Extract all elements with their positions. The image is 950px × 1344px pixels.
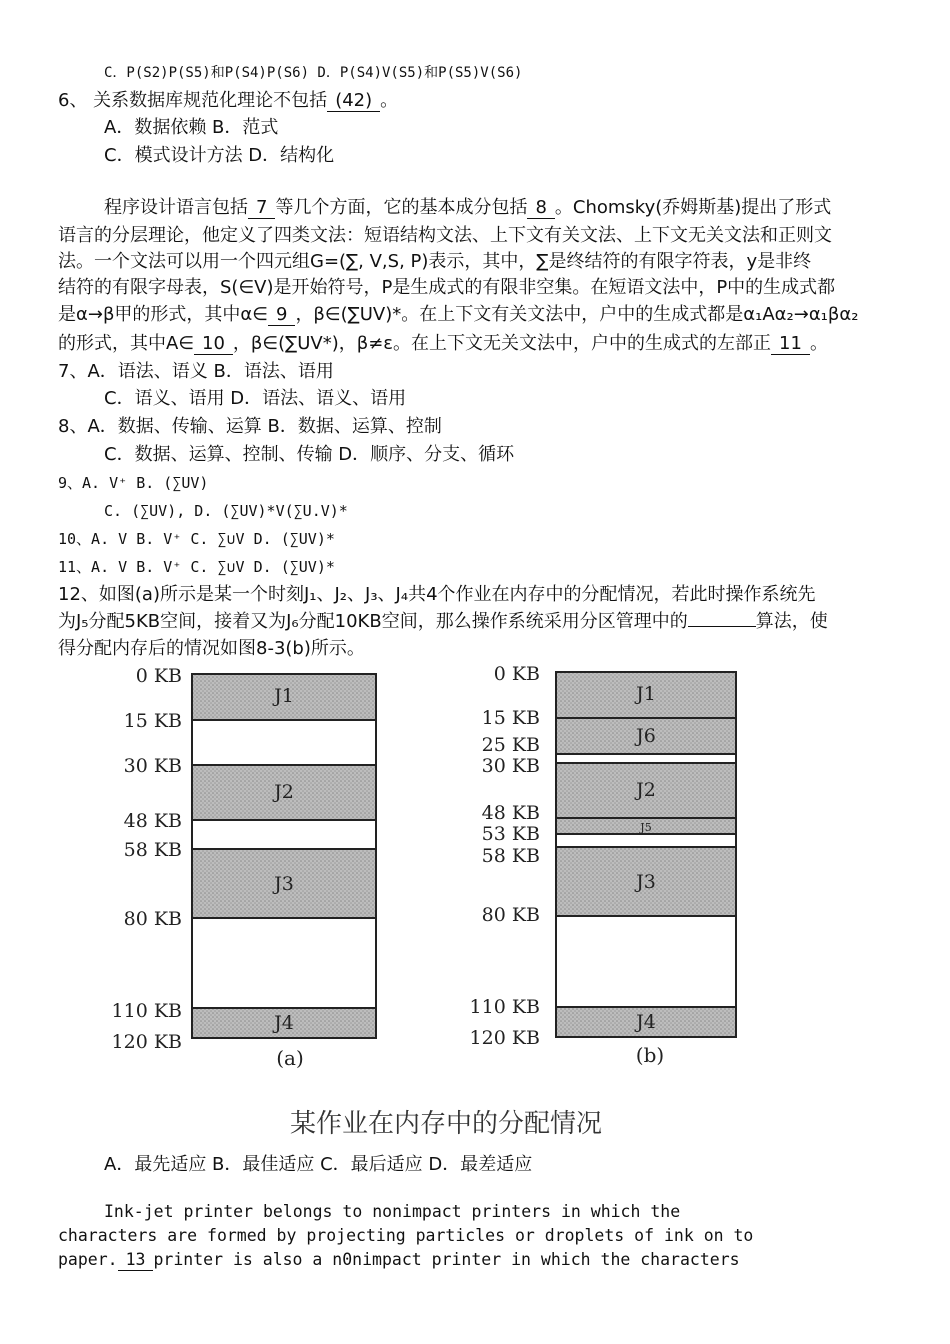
q12-line-2 — [58, 609, 828, 635]
job-b-j1: J1 — [636, 683, 656, 705]
q12-text: 算法，使 — [755, 611, 828, 632]
passage-text: 是α→β甲的形式，其中α∈ — [58, 304, 268, 325]
job-a-j2: J2 — [274, 781, 294, 803]
passage-line-6 — [58, 331, 828, 357]
english-line-3 — [58, 1248, 740, 1272]
label-b-110: 110 KB — [469, 996, 540, 1018]
q11-options: 11、A. V B. V⁺ C. ∑∪V D. (∑UV)* — [58, 558, 335, 576]
q12-blank — [688, 626, 756, 627]
label-a-30: 30 KB — [123, 755, 182, 777]
label-a-0: 0 KB — [135, 665, 182, 687]
q6-stem-text: 6、 关系数据库规范化理论不包括 — [58, 90, 328, 111]
tag-a: (a) — [276, 1046, 304, 1070]
label-a-80: 80 KB — [123, 908, 182, 930]
passage-line-5 — [58, 302, 858, 328]
label-b-15: 15 KB — [481, 707, 540, 729]
label-b-30: 30 KB — [481, 755, 540, 777]
job-b-j4: J4 — [636, 1011, 656, 1033]
q9-options-cd: C. (∑UV), D. (∑UV)*V(∑U.V)* — [104, 502, 348, 520]
blank-9: 9 — [268, 305, 295, 326]
passage-text: 的形式，其中A∈ — [58, 333, 194, 354]
q6-options-ab: A．数据依赖 B．范式 — [104, 117, 279, 138]
blank-11: 11 — [771, 334, 810, 355]
passage-line-3: 法。一个文法可以用一个四元组G=(∑, V,S, P)表示，其中，∑是终结符的有限字符表，y是非终 — [58, 251, 812, 272]
q12-line-3: 得分配内存后的情况如图8-3(b)所示。 — [58, 638, 365, 659]
q10-options: 10、A. V B. V⁺ C. ∑∪V D. (∑UV)* — [58, 530, 335, 548]
q6-blank: (42) — [327, 91, 380, 112]
diagram-b — [470, 663, 736, 1067]
q12-line-1: 12、如图(a)所示是某一个时刻J₁、J₂、J₃、J₄共4个作业在内存中的分配情况，若此时操作系统先 — [58, 584, 816, 605]
job-b-j2: J2 — [636, 779, 656, 801]
job-a-j1: J1 — [274, 685, 294, 707]
block-b-free-2 — [556, 834, 736, 847]
block-a-free-2 — [192, 820, 376, 849]
passage-line-2: 语言的分层理论，他定义了四类文法：短语结构文法、上下文有关文法、上下文无关文法和正则文 — [58, 225, 832, 246]
passage-text: 等几个方面，它的基本成分包括 — [275, 197, 528, 218]
english-text: paper. — [58, 1250, 118, 1269]
figure-caption: 某作业在内存中的分配情况 — [290, 1109, 603, 1139]
job-a-j4: J4 — [274, 1012, 294, 1034]
english-line-1: Ink-jet printer belongs to nonimpact printers in which the — [104, 1202, 681, 1221]
q6-tail: 。 — [380, 90, 399, 111]
english-text: printer is also a n0nimpact printer in which the characters — [153, 1250, 740, 1269]
q9-options-ab: 9、A. V⁺ B. (∑UV) — [58, 474, 209, 492]
passage-text: ，β∈(∑UV*)，β≠ε。在上下文无关文法中，户中的生成式的左部正 — [232, 333, 772, 354]
passage-text: 。Chomsky(乔姆斯基)提出了形式 — [554, 197, 832, 218]
q8-options-cd: C．数据、运算、控制、传输 D．顺序、分支、循环 — [104, 444, 515, 465]
q7-options-ab: 7、A．语法、语义 B．语法、语用 — [58, 361, 334, 382]
job-b-j5: J5 — [640, 821, 652, 834]
q6-stem — [58, 88, 398, 114]
job-a-j3: J3 — [274, 873, 294, 895]
job-b-j3: J3 — [636, 871, 656, 893]
label-b-80: 80 KB — [481, 904, 540, 926]
label-b-58: 58 KB — [481, 845, 540, 867]
label-b-0: 0 KB — [493, 663, 540, 685]
blank-8: 8 — [527, 198, 554, 219]
label-a-110: 110 KB — [111, 1000, 182, 1022]
q8-options-ab: 8、A．数据、传输、运算 B．数据、运算、控制 — [58, 416, 442, 437]
passage-text: ，β∈(∑UV)*。在上下文有关文法中，户中的生成式都是α₁Aα₂→α₁βα₂ — [295, 304, 859, 325]
label-a-58: 58 KB — [123, 839, 182, 861]
q7-options-cd: C．语义、语用 D．语法、语义、语用 — [104, 388, 407, 409]
job-b-j6: J6 — [636, 725, 656, 747]
passage-line-4: 结符的有限字母表，S(∈V)是开始符号，P是生成式的有限非空集。在短语文法中，P中的生成式都 — [58, 277, 836, 298]
memory-allocation-figure — [100, 660, 760, 1150]
blank-7: 7 — [248, 198, 275, 219]
q12-text: 为J₅分配5KB空间，接着又为J₆分配10KB空间，那么操作系统采用分区管理中的 — [58, 611, 688, 632]
label-b-48: 48 KB — [481, 802, 540, 824]
passage-line-1 — [104, 195, 831, 221]
passage-text: 。 — [809, 333, 828, 354]
blank-13: 13 — [118, 1250, 154, 1271]
block-a-free-3 — [192, 918, 376, 1008]
label-b-25: 25 KB — [481, 734, 540, 756]
passage-text: 程序设计语言包括 — [104, 197, 248, 218]
label-a-48: 48 KB — [123, 810, 182, 832]
label-a-120: 120 KB — [111, 1031, 182, 1053]
label-b-120: 120 KB — [469, 1027, 540, 1049]
diagram-a — [112, 665, 376, 1070]
block-a-free-1 — [192, 720, 376, 765]
label-a-15: 15 KB — [123, 710, 182, 732]
q12-options: A．最先适应 B．最佳适应 C．最后适应 D．最差适应 — [104, 1154, 533, 1175]
block-b-free-3 — [556, 916, 736, 1007]
block-b-free-1 — [556, 754, 736, 763]
q5-options-cd: C．P(S2)P(S5)和P(S4)P(S6) D．P(S4)V(S5)和P(S5)V(S6) — [104, 65, 523, 81]
tag-b: (b) — [635, 1043, 665, 1067]
english-line-2: characters are formed by projecting particles or droplets of ink on to — [58, 1226, 754, 1245]
label-b-53: 53 KB — [481, 823, 540, 845]
blank-10: 10 — [194, 334, 233, 355]
q6-options-cd: C．模式设计方法 D．结构化 — [104, 145, 335, 166]
